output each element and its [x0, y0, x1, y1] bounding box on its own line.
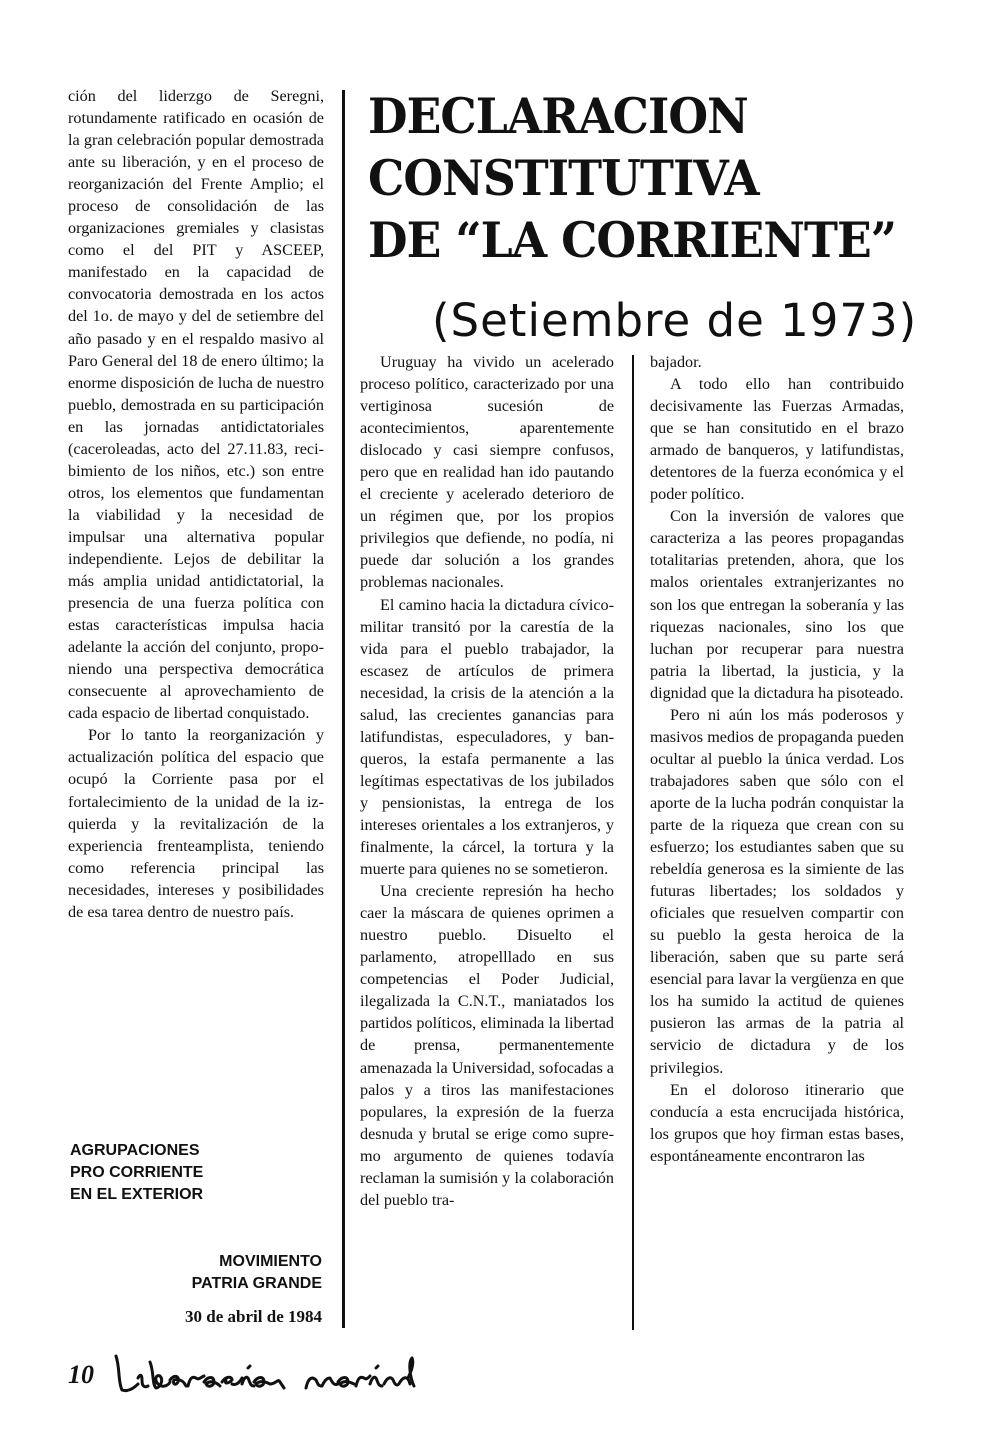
middle-text-column — [360, 351, 614, 1211]
left-text-column — [68, 85, 324, 923]
left-paragraph-2: Por lo tanto la reorganización y actualización política del espacio que ocupó la Corriente pasa por el fortalecimiento de la unidad de la izquierda y la revitalización de la experiencia frenteamplista, teniendo como referencia principal las necesidades, intereses y posibilidades de esa tarea dentro de nuestro país. — [68, 726, 324, 921]
right-paragraph-5: En el doloroso itinerario que conducía a esta encrucijada histórica, los grupos que hoy firman estas bases, espontáneamente encontraron las — [650, 1080, 904, 1165]
masthead-handwritten-logo — [108, 1348, 420, 1398]
left-paragraph-1: ción del liderzgo de Seregni, rotundamente ratificado en ocasión de la gran celebración popular demostrada ante su liberación, y en el proceso de reorganización del Frente Amplio; el proceso de consolidación de las organizaciones gremiales y clasistas como el del PIT y ASCEEP, manifestado en la capacidad de convocatoria demostrada en los actos del 1o. de mayo y del de setiembre del año pasado y en el respaldo masivo al Paro General del 18 de enero último; la enorme disposición de lucha de nuestro pueblo, demostrada en su participación en las jornadas antidictatoriales (caceroleаdas, acto del 27.11.83, recibimiento de los niños, etc.) son entre otros, los elementos que fundamentan la viabilidad y la necesidad de impulsar una alternativa popular independiente. Lejos de debilitar la más amplia unidad antidictatorial, la presencia de una fuerza política con estas características impulsa hacia adelante la acción del conjunto, proponiendo una perspectiva democrática consecuente al aprovechamiento de cada espacio de libertad conquistado. — [68, 87, 324, 723]
signature-date: 30 de abril de 1984 — [185, 1307, 322, 1326]
page-number: 10 — [68, 1360, 94, 1389]
signature-movement — [170, 1251, 322, 1295]
middle-paragraph-2: El camino hacia la dictadura cívico-militar transitó por la carestía de la vida para el pueblo trabajador, la escasez de artículos de primera necesidad, la crisis de la atención a la salud, las crecientes ganancias para latifundistas, especuladores, y banqueros, la estafa permanente a las legítimas espectativas de los jubilados y pensionistas, la entrega de los intereses orientales a los extranjeros, y finalmente, la cárcel, la tortura y la muerte para quienes no se sometieron. — [360, 595, 614, 879]
middle-paragraph-3: Una creciente represión ha hecho caer la máscara de quienes oprimen a nuestro pueblo. Disuelto el parlamento, atropelllado en sus competencias el Poder Judicial, ilegalizada la C.N.T., maniatados los partidos políticos, eliminada la libertad de prensa, permanentemente amenazada la Universidad, sofocadas a palos y a tiros las manifestaciones populares, la expresión de la fuerza desnuda y brutal se erige como supremo argumento de quienes todavía reclaman la sumisión y la colaboración del pueblo tra- — [360, 882, 614, 1209]
column-divider-left — [342, 90, 345, 1328]
signature-groups-line-3: EN EL EXTERIOR — [70, 1186, 204, 1203]
signature-movement-line-2: PATRIA GRANDE — [191, 1275, 322, 1292]
column-divider-middle — [632, 355, 634, 1330]
headline-line-3: DE “LA CORRIENTE” — [368, 211, 897, 269]
signature-movement-line-1: MOVIMIENTO — [219, 1253, 322, 1270]
headline-line-1: DECLARACION — [368, 87, 748, 145]
signature-groups — [70, 1140, 320, 1206]
signature-groups-line-2: PRO CORRIENTE — [70, 1164, 204, 1181]
right-paragraph-1: bajador. — [650, 353, 702, 371]
middle-paragraph-1: Uruguay ha vivido un acelerado proceso político, caracterizado por una vertiginosa sucesión de acontecimientos, aparentemente dislocado y casi siempre confusos, pero que en realidad han ido pautando el creciente y acelerado deterioro de un régimen que, por los propios privilegios que defiende, no podía, ni puede dar solución a los grandes problemas nacionales. — [360, 353, 614, 592]
headline-line-2: CONSTITUTIVA — [368, 149, 759, 207]
article-headline — [368, 85, 897, 271]
right-text-column — [650, 351, 904, 1167]
signature-groups-line-1: AGRUPACIONES — [70, 1142, 200, 1159]
right-paragraph-3: Con la inversión de valores que caracteriza a las peores propagandas totalitarias pretenden, ahora, que los malos orientales extranjerizantes no son los que entregan la soberanía y las riquezas nacionales, sino los que luchan por recuperar para nuestra patria la libertad, la justicia, y la dignidad que la dictadura ha pisoteado. — [650, 507, 904, 702]
right-paragraph-4: Pero ni aún los más poderosos y masivos medios de propaganda pueden ocultar al pueblo la única verdad. Los trabajadores saben que sólo con el aporte de la lucha podrán conquistar la parte de la riqueza que crean con su esfuerzo; los estudiantes saben que su rebeldía generosa es la simiente de las futuras libertades; los soldados y oficiales que resuelven compartir con su pueblo la gesta heroica de la liberación, saben que su parte será esencial para lavar la vergüenza en que los ha sumido la actitud de quienes pusieron las armas de la patria al servicio de dictadura y de los privilegios. — [650, 705, 904, 1077]
article-subtitle: (Setiembre de 1973) — [432, 294, 918, 347]
right-paragraph-2: A todo ello han contribuido decisivamente las Fuerzas Armadas, que se han consitutido en el brazo armado de banqueros, y latifundistas, detentores de la fuerza económica y el poder político. — [650, 375, 904, 504]
